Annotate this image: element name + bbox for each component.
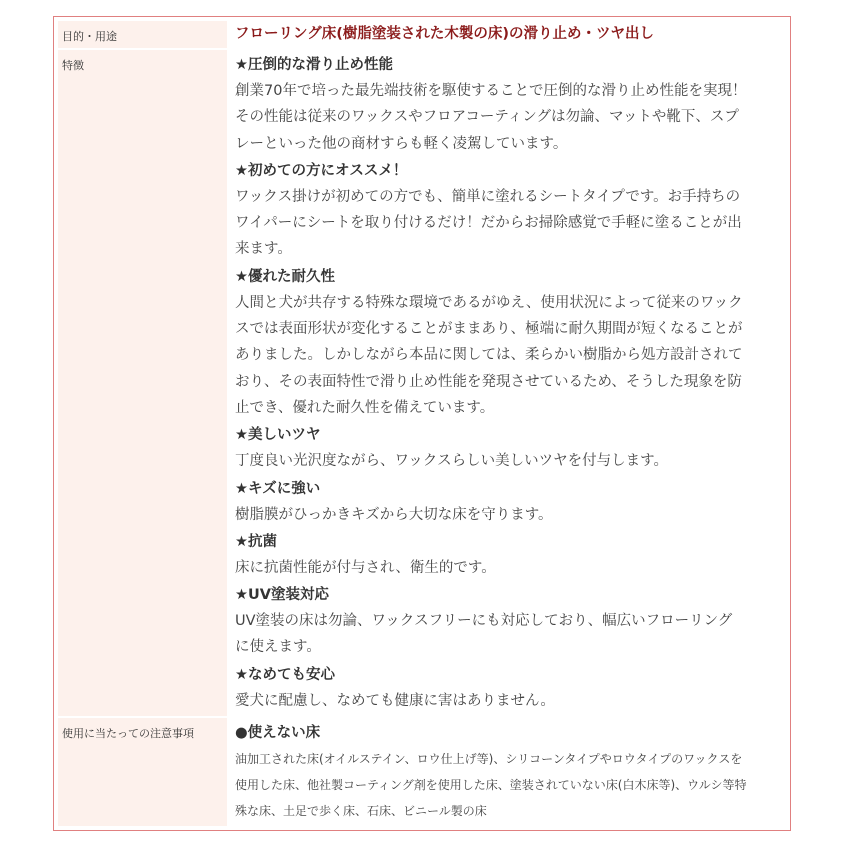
feature-line: 丁度良い光沢度ながら、ワックスらしい美しいツヤを付与します。 [235, 453, 668, 470]
caution-line: 殊な床、土足で歩く床、石床、ビニール製の床 [235, 804, 487, 819]
caution-heading: ●使えない床 [235, 725, 321, 742]
feature-line: 創業70年で培った最先端技術を駆使することで圧倒的な滑り止め性能を実現！ [235, 83, 747, 99]
feature-4 [235, 422, 786, 474]
value-purpose [229, 21, 786, 48]
feature-2 [235, 158, 786, 263]
product-spec-table [53, 16, 791, 831]
feature-heading: ★優れた耐久性 [235, 268, 335, 285]
feature-heading: ★初めての方にオススメ！ [235, 162, 408, 179]
feature-line: スでは表面形状が変化することがままあり、極端に耐久期間が短くなることが [235, 321, 743, 338]
feature-7 [235, 582, 786, 661]
feature-line: ワイパーにシートを取り付けるだけ！だからお掃除感覚で手軽に塗ることが出 [235, 215, 742, 232]
value-cautions [229, 718, 786, 826]
label-cautions: 使用に当たっての注意事項 [58, 718, 227, 826]
feature-line: ワックス掛けが初めての方でも、簡単に塗れるシートタイプです。お手持ちの [235, 188, 741, 205]
feature-1 [235, 52, 786, 157]
row-cautions [58, 718, 786, 826]
feature-8 [235, 662, 786, 714]
feature-heading: ★キズに強い [235, 480, 321, 497]
feature-3 [235, 264, 786, 421]
feature-line: 人間と犬が共存する特殊な環境であるがゆえ、使用状況によって従来のワック [235, 294, 743, 311]
feature-line: に使えます。 [235, 639, 321, 656]
feature-line: 愛犬に配慮し、なめても健康に害はありません。 [235, 692, 555, 709]
feature-line: UV塗装の床は勿論、ワックスフリーにも対応しており、幅広いフローリング [235, 613, 733, 630]
caution-line: 使用した床、他社製コーティング剤を使用した床、塗装されていない床(白木床等)、ウルシ等特 [235, 778, 747, 793]
feature-line: 来ます。 [235, 241, 292, 258]
feature-line: その性能は従来のワックスやフロアコーティングは勿論、マットや靴下、スプ [235, 109, 739, 126]
feature-heading: ★抗菌 [235, 533, 277, 550]
row-purpose [58, 21, 786, 48]
row-features [58, 50, 786, 716]
feature-line: ありました。しかしながら本品に関しては、柔らかい樹脂から処方設計されて [235, 347, 743, 364]
feature-line: 止でき、優れた耐久性を備えています。 [235, 399, 495, 416]
feature-heading: ★UV塗装対応 [235, 587, 329, 604]
caution-line: 油加工された床(オイルステイン、ロウ仕上げ等)、シリコーンタイプやロウタイプのワックスを [235, 752, 743, 767]
label-features: 特徴 [58, 50, 227, 716]
value-features [229, 50, 786, 716]
spec-table [56, 19, 788, 828]
feature-line: レーといった他の商材すらも軽く凌駕しています。 [235, 135, 568, 152]
product-purpose-title: フローリング床(樹脂塗装された木製の床)の滑り止め・ツヤ出し [235, 26, 654, 42]
feature-heading: ★圧倒的な滑り止め性能 [235, 57, 393, 73]
feature-line: 樹脂膜がひっかきキズから大切な床を守ります。 [235, 506, 553, 523]
feature-6 [235, 529, 786, 581]
feature-heading: ★なめても安心 [235, 666, 335, 683]
feature-line: 床に抗菌性能が付与され、衛生的です。 [235, 559, 496, 576]
label-purpose: 目的・用途 [58, 21, 227, 48]
feature-line: おり、その表面特性で滑り止め性能を発現させているため、そうした現象を防 [235, 373, 742, 390]
feature-heading: ★美しいツヤ [235, 427, 321, 444]
feature-5 [235, 476, 786, 528]
